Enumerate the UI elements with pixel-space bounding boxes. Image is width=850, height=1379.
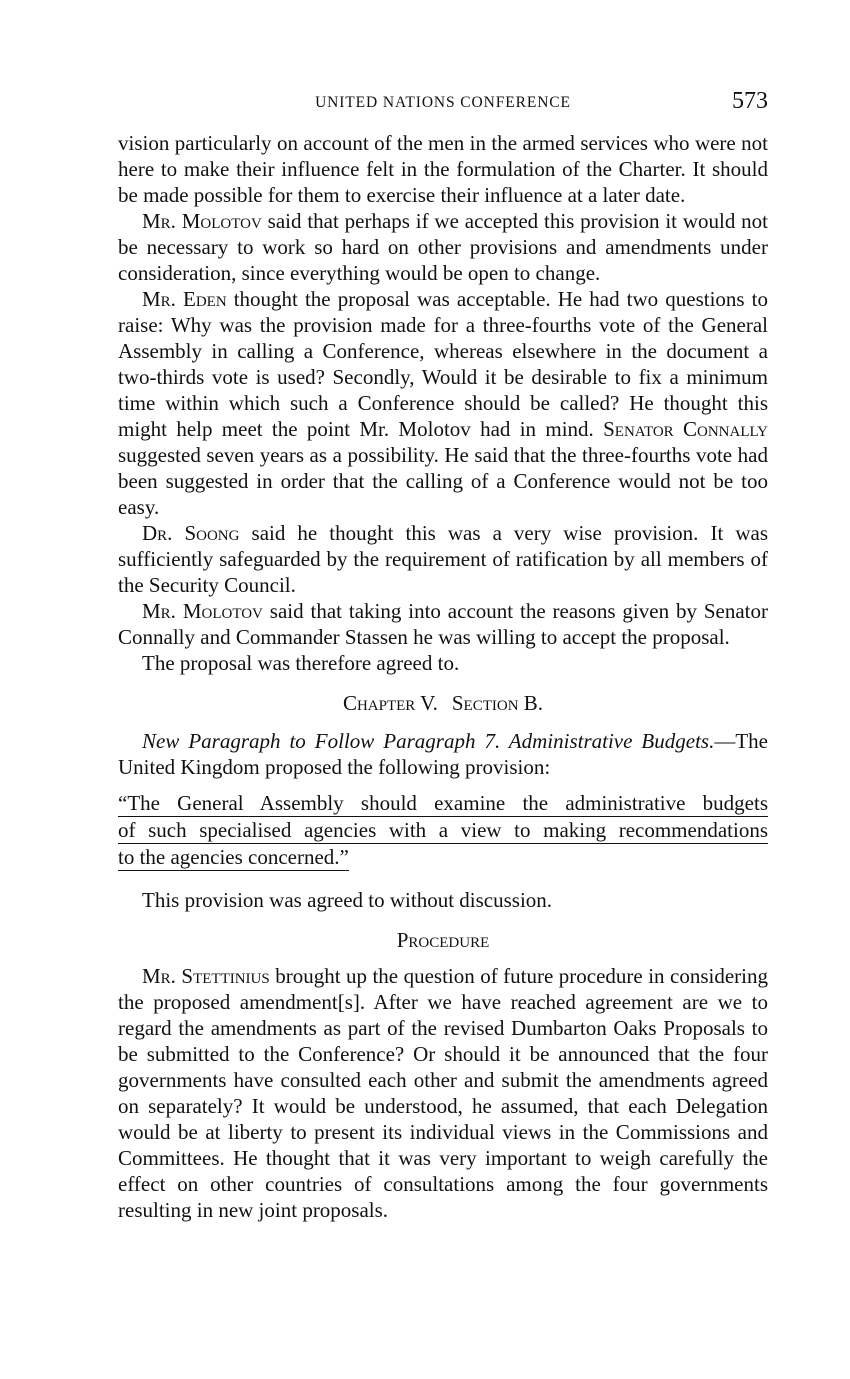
paragraph-text: thought the proposal was acceptable. He had two questions to raise: Why was the provision made for a three-fourths vote of the General Assembly in calling a Conference, whereas elsewhere in the document a two-thirds vote is used? Secondly, Would it be desirable to fix a minimum time within which such a Conference should be called? He thought this might help meet the point Mr. Molotov had in mind. xyxy=(118,287,768,441)
paragraph-text: This provision was agreed to without discussion. xyxy=(142,888,553,912)
speaker-name: Mr. Eden xyxy=(142,287,227,311)
paragraph-eden xyxy=(118,286,768,520)
document-page xyxy=(118,88,768,1223)
paragraph-text: —The United Kingdom proposed the following provision: xyxy=(118,729,768,779)
paragraph-text-continued: suggested seven years as a possibility. He said that the three-fourths vote had been suggested in order that the calling of a Conference would not be too easy. xyxy=(118,443,768,519)
paragraph-text: The proposal was therefore agreed to. xyxy=(142,651,460,675)
section-label: Section B. xyxy=(451,691,544,715)
paragraph-agreed xyxy=(118,650,768,676)
underlined-quote xyxy=(118,790,768,871)
paragraph-molotov-1 xyxy=(118,208,768,286)
chapter-label: Chapter V. xyxy=(342,691,438,715)
paragraph-text: said that taking into account the reasons given by Senator Connally and Commander Stassen he was willing to accept the proposal. xyxy=(118,599,768,649)
running-title: UNITED NATIONS CONFERENCE xyxy=(315,94,571,111)
paragraph-text: said he thought this was a very wise provision. It was sufficiently safeguarded by the requirement of ratification by all members of the Security Council. xyxy=(118,521,768,597)
speaker-name-connally: Senator Connally xyxy=(603,417,768,441)
paragraph-agreed-without-discussion xyxy=(118,887,768,913)
speaker-name: Mr. Molotov xyxy=(142,599,263,623)
paragraph-new-provision xyxy=(118,728,768,780)
paragraph-text: vision particularly on account of the men in the armed services who were not here to make their influence felt in the formulation of the Charter. It should be made possible for them to exercise their influence at a later date. xyxy=(118,131,768,207)
paragraph-continued xyxy=(118,130,768,208)
quote-line-3: to the agencies concerned.” xyxy=(118,845,349,869)
running-header xyxy=(118,88,768,122)
chapter-heading xyxy=(118,690,768,716)
paragraph-text: brought up the question of future procedure in considering the proposed amendment[s]. After we have reached agreement are we to regard the amendments as part of the revised Dumbarton Oaks Proposals to be submitted to the Conference? Or should it be announced that the four governments have consulted each other and submit the amendments agreed on separately? It would be understood, he assumed, that each Delegation would be at liberty to present its individual views in the Commissions and Committees. He thought that it was very important to weigh carefully the effect on other countries of consultations among the four governments resulting in new joint proposals. xyxy=(118,964,768,1222)
page-number: 573 xyxy=(732,88,768,114)
paragraph-molotov-2 xyxy=(118,598,768,650)
paragraph-stettinius xyxy=(118,963,768,1223)
quote-line-2: of such specialised agencies with a view to making recommendations xyxy=(118,818,768,842)
speaker-name: Mr. Molotov xyxy=(142,209,262,233)
quote-line-1: “The General Assembly should examine the administrative budgets xyxy=(118,791,768,815)
procedure-heading: Procedure xyxy=(396,928,490,952)
speaker-name: Dr. Soong xyxy=(142,521,240,545)
paragraph-soong xyxy=(118,520,768,598)
paragraph-text: said that perhaps if we accepted this provision it would not be necessary to work so hard on other provisions and amendments under consideration, since everything would be open to change. xyxy=(118,209,769,285)
provision-title: New Paragraph to Follow Paragraph 7. Administrative Budgets. xyxy=(142,729,715,753)
speaker-name: Mr. Stettinius xyxy=(142,964,270,988)
